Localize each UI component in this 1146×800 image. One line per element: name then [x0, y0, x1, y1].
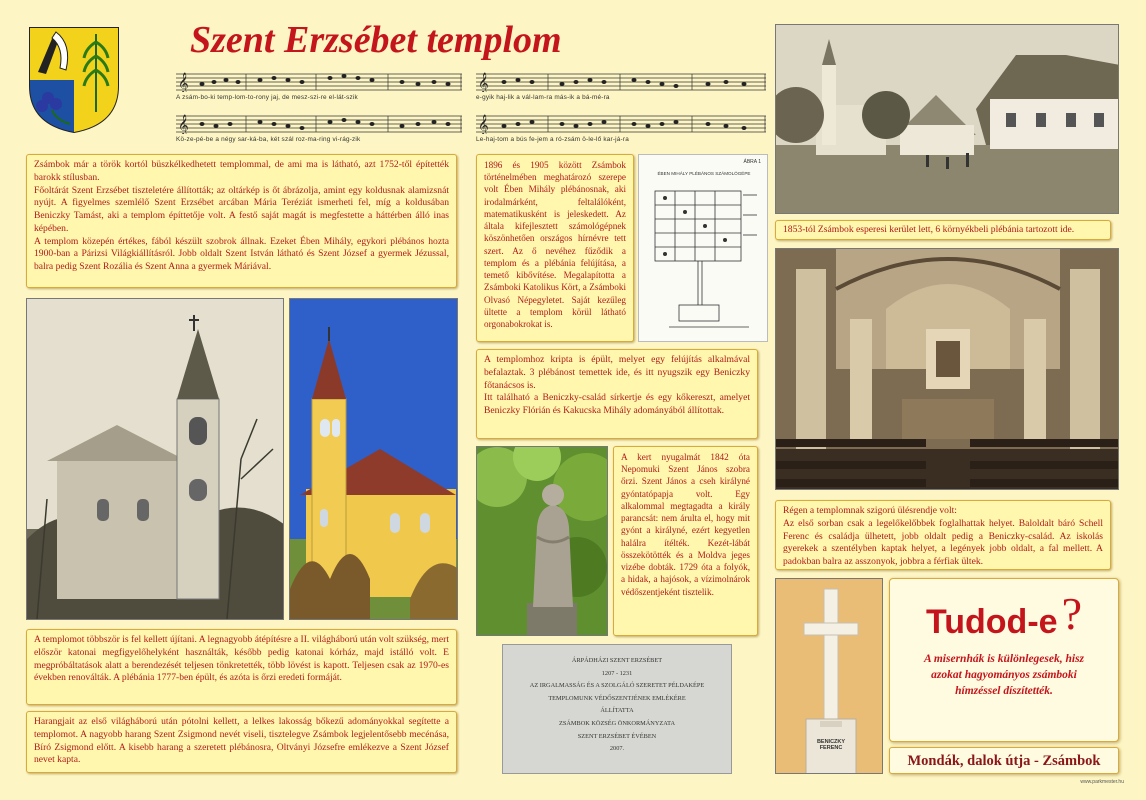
bells-paragraph: Harangjait az első világháború után pótolni kellett, a lelkes lakosság bőkezű adományokkal segítette a templomot. A nagyobb harang Szent Zsigmond nevét viseli, tisztelegve Zsámbok legjelentősebb mecénása, Bíró Zsigmond előtt. A kisebb harang a szeretett plébánosra, Oltványi Józsefre emlékezve a Szent József nevet kapta. — [34, 716, 449, 766]
plaque-line-5: ÁLLÍTATTA — [600, 707, 634, 715]
lyric-line-3: Kö-ze-pé-be a négy sar-ká-ba, két szál roz-ma-ring vi-rág-zik — [176, 136, 361, 143]
renovation-paragraph: A templomot többször is fel kellett újítani. A legnagyobb átépítésre a II. világháború után volt szükség, mert először katonai megfigyelőhelyként használták, később pedig katonai kórház, majd istálló volt. E megpróbáltatások alatt a berendezését teljesen tönkretették, több lövést is kapott. Teljesen csak az 1970-es években renoválták. A plébánia 1777-ben épült, és azóta is őrzi eredeti formáját. — [34, 634, 449, 684]
bells-text-box — [26, 711, 457, 773]
svg-text:𝄞: 𝄞 — [478, 73, 489, 92]
plaque-line-2: 1207 - 1231 — [601, 669, 633, 677]
deanery-text-box — [775, 220, 1111, 240]
svg-text:𝄞: 𝄞 — [178, 73, 189, 92]
intro-paragraph-1: Zsámbok már a török kortól büszkélkedhetett templommal, de ami ma is látható, azt 1752-től építették barokk stílusban. — [34, 159, 449, 183]
page-title: Szent Erzsébet templom — [190, 19, 562, 61]
seating-text-box — [775, 500, 1111, 570]
tudod-e-text: A misernhák is különlegesek, hisz azokat hagyományos zsámboki hímzéssel díszítették. — [923, 653, 1085, 697]
eben-paragraph: 1896 és 1905 között Zsámbok történelmében meghatározó szerepe volt Ében Mihály plébánosnak, aki irodalmárként, feltalálóként, matematikusként is jeleskedett. Az általa kifejlesztett számológépnek köszönhetően országos hírnévre tett szert. Az ő nevéhez fűződik a templom és a plébánia felújítása, a temető kibővítése. Megalapította a Zsámboki Katolikus Kört, a Zsámboki Olvasó Népegyletet. Saját kezűleg ültette a templom körül látható orgonabokrokat is. — [484, 160, 626, 330]
plaque-line-3: AZ IRGALMASSÁG ÉS A SZOLGÁLÓ SZERETET PÉLDAKÉPE — [529, 682, 705, 690]
deanery-paragraph: 1853-tól Zsámbok esperesi kerület lett, 6 környékbeli plébánia tartozott ide. — [783, 224, 1075, 235]
intro-paragraph-3: A templom közepén értékes, fából készült szobrok állnak. Ezeket Ében Mihály, egykori plébános hozta 1900-ban a Párizsi Világkiállításról. Jobb oldalt Szent István látható és Szent József a gyermek Jézussal, balra pedig Szent Rozália és Szent Anna a gyermek Máriával. — [34, 235, 449, 272]
intro-paragraph-2: Főoltárát Szent Erzsébet tiszteletére állították; az oltárkép is őt ábrázolja, amint egy koldusnak alamizsnát nyújt. A figyelmes szemlélő Szent Erzsébet arcában Mária Teréziát ismerheti fel, míg a koldusában Beniczky Tamást, aki a templom építtetője volt. A festő saját magát is megfestette a háttérben álló inas képében. — [34, 184, 449, 234]
svg-text:𝄞: 𝄞 — [178, 115, 189, 134]
color-church-photo — [289, 298, 458, 620]
seating-paragraph-2: Az első sorban csak a legelőkelőbbek foglalhattak helyet. Baloldalt báró Schell Ferenc és családja ülhetett, jobb oldalt pedig a Beniczky-család. Az iskolás gyerekek a szentélyben kaptak helyet, a legények jobb oldalt, a fal mellett. A padokban balra az asszonyok, jobbra a férfiak ültek. — [783, 517, 1103, 567]
music-staff-1 — [176, 70, 462, 104]
eben-text-box — [476, 154, 634, 342]
diagram-top-label: ÁBRA 1 — [743, 159, 761, 165]
village-street-photo — [775, 24, 1119, 214]
music-staff-4 — [476, 112, 766, 146]
music-staff-3 — [176, 112, 462, 146]
plaque-line-7: SZENT ERZSÉBET ÉVÉBEN — [577, 732, 657, 740]
footer-label — [889, 747, 1119, 774]
tudod-e-title: Tudod-e — [926, 603, 1058, 641]
diagram-caption: ÉBEN MIHÁLY PLÉBÁNOS SZÁMOLÓGÉPE — [657, 171, 751, 176]
calculator-diagram — [638, 154, 768, 342]
plaque-line-4: TEMPLOMUNK VÉDŐSZENTJÉNEK EMLÉKÉRE — [548, 694, 686, 702]
intro-text-box — [26, 154, 457, 288]
church-interior-photo — [775, 248, 1119, 490]
lyric-line-2: e-gyik haj-lik a vál-lam-ra más-ik a bá-mé-ra — [476, 94, 610, 101]
crypt-paragraph-1: A templomhoz kripta is épült, melyet egy felújítás alkalmával befalaztak. 3 plébánost temettek ide, és itt nyugszik egy Beniczky főtanácsos is. — [484, 354, 750, 391]
svg-text:𝄞: 𝄞 — [478, 115, 489, 134]
seating-paragraph-1: Régen a templomnak szigorú ülésrendje volt: — [783, 505, 957, 516]
renovation-text-box — [26, 629, 457, 705]
stone-cross-photo — [775, 578, 883, 774]
crypt-paragraph-2: Itt található a Beniczky-család sírkertje és egy kőkereszt, amelyet Beniczky Flórián és Kakucska Mihály adományából állítottak. — [484, 392, 750, 416]
cross-inscription: BENICZKY FERENC — [816, 739, 846, 751]
plaque-line-6: ZSÁMBOK KÖZSÉG ÖNKORMÁNYZATA — [559, 719, 675, 727]
question-mark-icon: ? — [1061, 588, 1082, 639]
memorial-plaque — [502, 644, 732, 774]
music-staff-2 — [476, 70, 766, 104]
crypt-text-box — [476, 349, 758, 439]
plaque-line-1: ÁRPÁDHÁZI SZENT ERZSÉBET — [571, 657, 663, 664]
tudod-e-box — [889, 578, 1119, 742]
plaque-line-8: 2007. — [609, 745, 625, 753]
nepomuk-text-box — [613, 446, 758, 636]
lyric-line-1: A zsám-bo-ki temp-lom-to-rony jaj, de mesz-szi-re el-lát-szik — [176, 94, 358, 101]
lyric-line-4: Le-haj-tom a bús fe-jem a ró-zsám ö-le-lő kar-já-ra — [476, 136, 629, 143]
coat-of-arms-icon — [26, 24, 122, 136]
old-church-photo — [26, 298, 284, 620]
nepomuk-paragraph: A kert nyugalmát 1842 óta Nepomuki Szent János szobra őrzi. Szent János a cseh királyné gyóntatópapja volt. Egy alkalommal megtagadta a király parancsát: nem árulta el, hogy mit gyónt a királyné, ezért kegyetlen halálra ítélték. Kezét-lábát összekötötték és a Moldva jeges vizébe dobták. 1729 óta a folyók, a hidak, a hajósok, a vízimolnárok védőszentjeként tisztelik. — [621, 452, 750, 597]
footer-label-text: Mondák, dalok útja - Zsámbok — [907, 753, 1101, 769]
nepomuk-statue-photo — [476, 446, 608, 636]
footer-credit: www.parkmester.hu — [1080, 779, 1124, 785]
